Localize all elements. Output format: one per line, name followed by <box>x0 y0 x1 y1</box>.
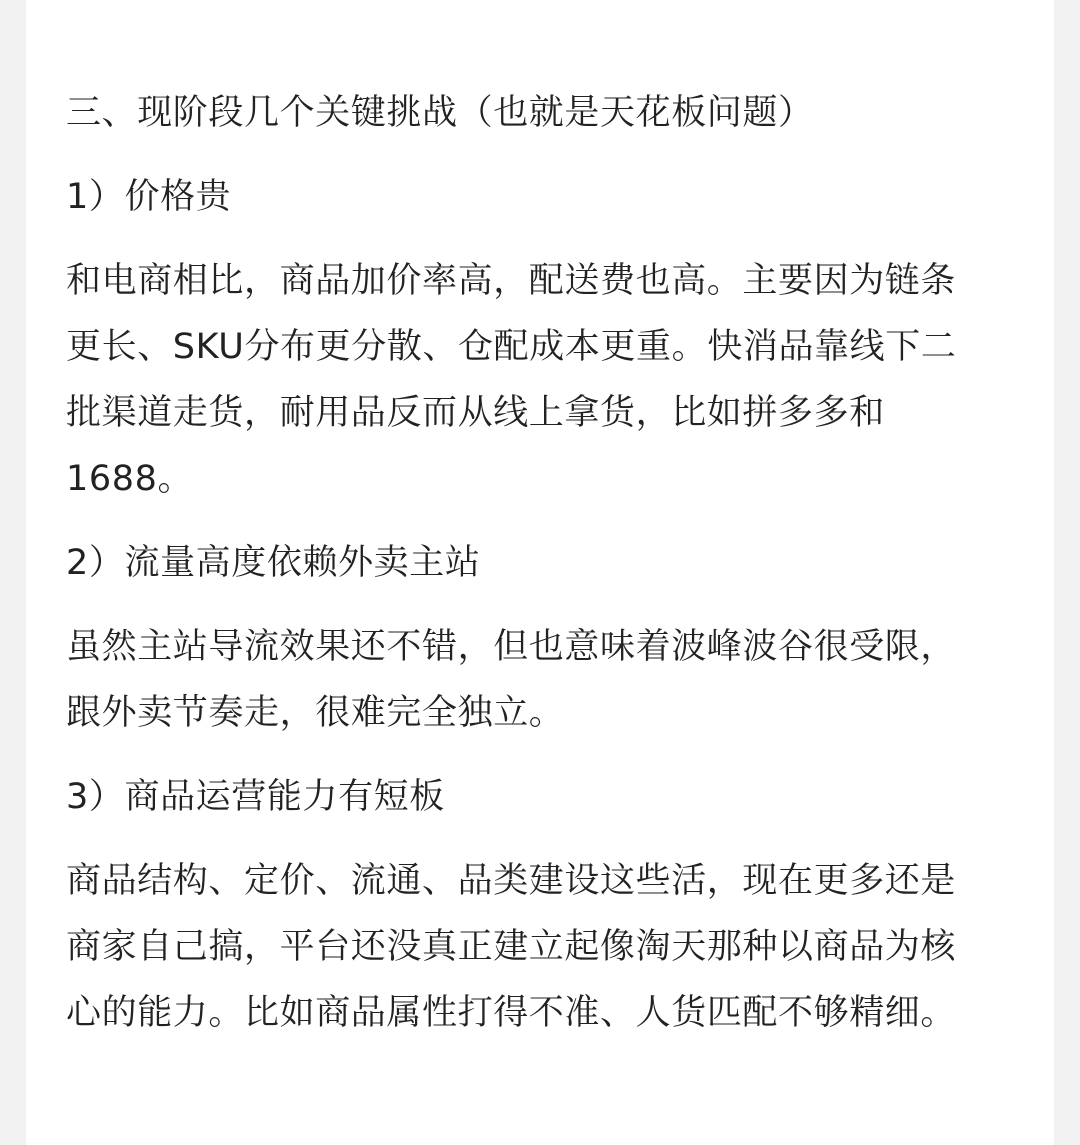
article-page <box>26 0 1054 1145</box>
paragraph-line: 1688。 <box>66 459 194 499</box>
paragraph-line: 商品结构、定价、流通、品类建设这些活，现在更多还是 <box>66 861 957 901</box>
paragraph-line: 和电商相比，商品加价率高，配送费也高。主要因为链条 <box>66 261 957 301</box>
paragraph-line: 虽然主站导流效果还不错，但也意味着波峰波谷很受限， <box>66 627 957 667</box>
section-heading-1: 1）价格贵 <box>66 177 232 217</box>
paragraph-line: 商家自己搞，平台还没真正建立起像淘天那种以商品为核 <box>66 927 957 967</box>
paragraph-line: 跟外卖节奏走，很难完全独立。 <box>66 693 565 733</box>
section-body-3 <box>66 848 1022 1046</box>
section-body-1 <box>66 248 1022 512</box>
article-title: 三、现阶段几个关键挑战（也就是天花板问题） <box>66 93 814 133</box>
section-body-2 <box>66 614 1022 746</box>
paragraph-line: 批渠道走货，耐用品反而从线上拿货，比如拼多多和 <box>66 393 885 433</box>
section-heading-3: 3）商品运营能力有短板 <box>66 777 445 817</box>
paragraph-line: 更长、SKU分布更分散、仓配成本更重。快消品靠线下二 <box>66 327 957 367</box>
paragraph-line: 心的能力。比如商品属性打得不准、人货匹配不够精细。 <box>66 993 957 1033</box>
section-heading-2: 2）流量高度依赖外卖主站 <box>66 543 481 583</box>
